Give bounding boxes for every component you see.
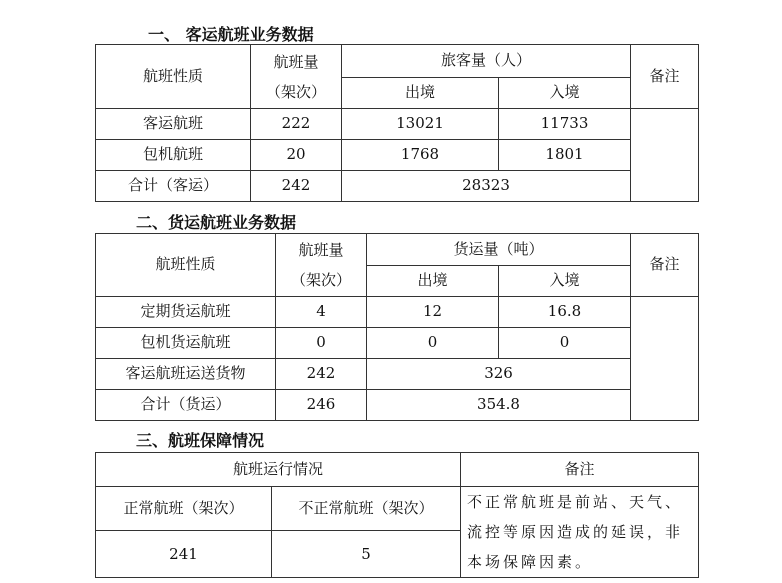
row-name: 包机货运航班 [96,328,276,359]
total-flights: 246 [276,390,367,421]
row-name: 客运航班运送货物 [96,359,276,390]
header-remark: 备注 [631,45,699,109]
header-inbound: 入境 [499,78,631,109]
header-abnormal-flights: 不正常航班（架次） [272,487,461,531]
header-passengers: 旅客量（人） [342,45,631,78]
header-remark: 备注 [461,453,699,487]
total-cargo: 354.8 [367,390,631,421]
total-row [96,390,699,421]
row-flights: 20 [251,140,342,171]
total-flights: 242 [251,171,342,202]
header-flights: 航班量 （架次） [276,234,367,297]
header-normal-flights: 正常航班（架次） [96,487,272,531]
total-row [96,171,699,202]
header-inbound: 入境 [499,266,631,297]
row-inbound: 11733 [499,109,631,140]
total-name: 合计（货运） [96,390,276,421]
section3-title: 三、航班保障情况 [136,431,265,450]
operations-table [95,452,699,578]
remark-cell [631,297,699,421]
row-flights: 222 [251,109,342,140]
section1-title: 一、 客运航班业务数据 [148,25,314,44]
header-outbound: 出境 [367,266,499,297]
header-remark: 备注 [631,234,699,297]
row-outbound: 13021 [342,109,499,140]
row-outbound: 12 [367,297,499,328]
row-flights: 4 [276,297,367,328]
delay-note: 不正常航班是前站、天气、流控等原因造成的延误，非本场保障因素。 [461,487,699,578]
header-nature: 航班性质 [96,234,276,297]
row-inbound: 0 [499,328,631,359]
table-row [96,109,699,140]
row-cargo: 326 [367,359,631,390]
row-name: 客运航班 [96,109,251,140]
total-passengers: 28323 [342,171,631,202]
header-cargo: 货运量（吨） [367,234,631,266]
header-operations: 航班运行情况 [96,453,461,487]
row-name: 定期货运航班 [96,297,276,328]
passenger-table [95,44,699,202]
row-outbound: 1768 [342,140,499,171]
abnormal-flights-value: 5 [272,531,461,578]
total-name: 合计（客运） [96,171,251,202]
row-flights: 242 [276,359,367,390]
row-name: 包机航班 [96,140,251,171]
section2-title: 二、货运航班业务数据 [136,213,297,232]
row-flights: 0 [276,328,367,359]
table-row [96,140,699,171]
cargo-table [95,233,699,421]
header-flights: 航班量 （架次） [251,45,342,109]
remark-cell [631,109,699,202]
row-outbound: 0 [367,328,499,359]
table-row [96,359,699,390]
row-inbound: 16.8 [499,297,631,328]
row-inbound: 1801 [499,140,631,171]
header-nature: 航班性质 [96,45,251,109]
normal-flights-value: 241 [96,531,272,578]
header-outbound: 出境 [342,78,499,109]
table-row [96,297,699,328]
table-row [96,328,699,359]
